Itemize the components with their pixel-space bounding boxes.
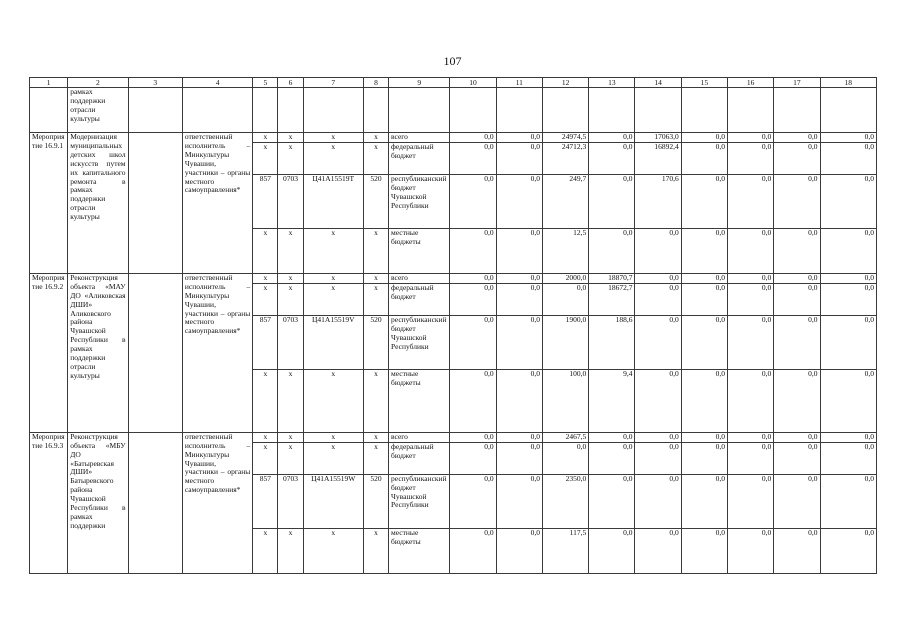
table-cell: [450, 88, 496, 133]
empty-cell: [128, 273, 182, 432]
amount-cell: 0,0: [681, 133, 727, 143]
amount-cell: 0,0: [774, 369, 820, 432]
amount-cell: 0,0: [728, 315, 774, 369]
column-number-row: [30, 78, 877, 88]
amount-cell: 0,0: [635, 432, 681, 442]
section-code: x: [278, 228, 303, 273]
grbs-code: x: [253, 528, 278, 573]
amount-cell: 0,0: [681, 142, 727, 174]
amount-cell: 0,0: [450, 283, 496, 315]
funding-source: местные бюджеты: [389, 228, 450, 273]
amount-cell: 0,0: [450, 369, 496, 432]
amount-cell: 0,0: [728, 228, 774, 273]
amount-cell: 0,0: [589, 442, 635, 474]
table-cell: [820, 88, 876, 133]
amount-cell: 0,0: [635, 273, 681, 283]
amount-cell: 0,0: [681, 228, 727, 273]
amount-cell: 0,0: [774, 133, 820, 143]
amount-cell: 0,0: [589, 142, 635, 174]
column-number: 14: [635, 78, 681, 88]
amount-cell: 24974,5: [542, 133, 588, 143]
amount-cell: 0,0: [774, 528, 820, 573]
amount-cell: 0,0: [589, 432, 635, 442]
grbs-code: x: [253, 432, 278, 442]
funding-source: республиканский бюджет Чувашской Республики: [389, 474, 450, 528]
table-cell: [589, 88, 635, 133]
grbs-code: x: [253, 283, 278, 315]
amount-cell: 0,0: [681, 369, 727, 432]
amount-cell: 0,0: [681, 273, 727, 283]
amount-cell: 0,0: [496, 174, 542, 228]
amount-cell: 0,0: [589, 174, 635, 228]
amount-cell: 0,0: [681, 283, 727, 315]
responsible-executor: ответственный исполнитель – Минкультуры Чувашии, участники – органы местного самоуправления*: [182, 273, 252, 432]
amount-cell: 1900,0: [542, 315, 588, 369]
table-row: [30, 432, 877, 442]
grbs-code: 857: [253, 474, 278, 528]
amount-cell: 0,0: [728, 273, 774, 283]
column-number: 7: [303, 78, 363, 88]
funding-source: местные бюджеты: [389, 369, 450, 432]
grbs-code: 857: [253, 174, 278, 228]
funding-source: всего: [389, 432, 450, 442]
amount-cell: 9,4: [589, 369, 635, 432]
amount-cell: 0,0: [450, 273, 496, 283]
section-code: x: [278, 369, 303, 432]
target-item-code: x: [303, 273, 363, 283]
section-code: x: [278, 442, 303, 474]
expense-type-code: x: [363, 432, 388, 442]
funding-source: республиканский бюджет Чувашской Республики: [389, 315, 450, 369]
table-cell: [253, 88, 278, 133]
target-item-code: Ц41А15519W: [303, 474, 363, 528]
section-code: 0703: [278, 474, 303, 528]
funding-source: федеральный бюджет: [389, 142, 450, 174]
column-number: 4: [182, 78, 252, 88]
amount-cell: 0,0: [681, 528, 727, 573]
expense-type-code: 520: [363, 174, 388, 228]
amount-cell: 0,0: [635, 528, 681, 573]
amount-cell: 0,0: [728, 142, 774, 174]
amount-cell: 0,0: [774, 315, 820, 369]
table-cell: [774, 88, 820, 133]
table-cell: [278, 88, 303, 133]
section-code: 0703: [278, 315, 303, 369]
amount-cell: 0,0: [820, 315, 876, 369]
amount-cell: 0,0: [820, 528, 876, 573]
amount-cell: 0,0: [728, 442, 774, 474]
responsible-executor: ответственный исполнитель – Минкультуры Чувашии, участники – органы местного самоуправления*: [182, 133, 252, 274]
amount-cell: 0,0: [450, 474, 496, 528]
amount-cell: 0,0: [820, 174, 876, 228]
activity-name: Реконструкция объекта «МБУ ДО «Батыревская ДШИ» Батыревского района Чувашской Республики в рамках поддержки: [68, 432, 128, 573]
amount-cell: 0,0: [496, 142, 542, 174]
column-number: 5: [253, 78, 278, 88]
amount-cell: 0,0: [774, 283, 820, 315]
grbs-code: x: [253, 133, 278, 143]
amount-cell: 0,0: [774, 474, 820, 528]
amount-cell: 0,0: [450, 442, 496, 474]
grbs-code: x: [253, 228, 278, 273]
amount-cell: 2000,0: [542, 273, 588, 283]
table-cell: [128, 88, 182, 133]
amount-cell: 0,0: [774, 432, 820, 442]
table-cell: [635, 88, 681, 133]
amount-cell: 0,0: [681, 442, 727, 474]
amount-cell: 18870,7: [589, 273, 635, 283]
table-cell: [303, 88, 363, 133]
amount-cell: 0,0: [728, 283, 774, 315]
section-code: x: [278, 528, 303, 573]
target-item-code: x: [303, 142, 363, 174]
target-item-code: x: [303, 283, 363, 315]
amount-cell: 0,0: [496, 369, 542, 432]
target-item-code: x: [303, 442, 363, 474]
amount-cell: 0,0: [496, 315, 542, 369]
amount-cell: 0,0: [820, 369, 876, 432]
target-item-code: x: [303, 369, 363, 432]
amount-cell: 0,0: [542, 283, 588, 315]
target-item-code: Ц41А15519V: [303, 315, 363, 369]
expense-type-code: x: [363, 273, 388, 283]
expense-type-code: x: [363, 442, 388, 474]
section-code: x: [278, 142, 303, 174]
expense-type-code: x: [363, 283, 388, 315]
amount-cell: 0,0: [496, 442, 542, 474]
amount-cell: 24712,3: [542, 142, 588, 174]
amount-cell: 0,0: [589, 228, 635, 273]
amount-cell: 0,0: [496, 133, 542, 143]
responsible-executor: ответственный исполнитель – Минкультуры Чувашии, участники – органы местного самоуправления*: [182, 432, 252, 573]
amount-cell: 0,0: [820, 142, 876, 174]
grbs-code: x: [253, 273, 278, 283]
amount-cell: 0,0: [820, 432, 876, 442]
amount-cell: 0,0: [681, 174, 727, 228]
amount-cell: 0,0: [820, 133, 876, 143]
column-number: 15: [681, 78, 727, 88]
amount-cell: 0,0: [774, 174, 820, 228]
amount-cell: 0,0: [820, 283, 876, 315]
table-cell: [363, 88, 388, 133]
target-item-code: x: [303, 228, 363, 273]
expense-type-code: x: [363, 228, 388, 273]
section-code: x: [278, 273, 303, 283]
amount-cell: 0,0: [496, 228, 542, 273]
column-number: 11: [496, 78, 542, 88]
amount-cell: 0,0: [450, 528, 496, 573]
target-item-code: x: [303, 528, 363, 573]
amount-cell: 0,0: [589, 528, 635, 573]
amount-cell: 0,0: [728, 474, 774, 528]
expense-type-code: x: [363, 133, 388, 143]
amount-cell: 117,5: [542, 528, 588, 573]
funding-source: местные бюджеты: [389, 528, 450, 573]
amount-cell: 0,0: [496, 273, 542, 283]
amount-cell: 0,0: [635, 369, 681, 432]
empty-cell: [128, 133, 182, 274]
amount-cell: 0,0: [774, 273, 820, 283]
funding-source: всего: [389, 133, 450, 143]
column-number: 12: [542, 78, 588, 88]
table-cell: [182, 88, 252, 133]
column-number: 10: [450, 78, 496, 88]
column-number: 18: [820, 78, 876, 88]
column-number: 16: [728, 78, 774, 88]
amount-cell: 12,5: [542, 228, 588, 273]
amount-cell: 0,0: [635, 315, 681, 369]
activity-label: Мероприятие 16.9.3: [30, 432, 68, 573]
amount-cell: 0,0: [635, 474, 681, 528]
amount-cell: 0,0: [589, 133, 635, 143]
column-number: 2: [68, 78, 128, 88]
amount-cell: 0,0: [728, 432, 774, 442]
section-code: x: [278, 432, 303, 442]
amount-cell: 0,0: [450, 133, 496, 143]
amount-cell: 100,0: [542, 369, 588, 432]
amount-cell: 170,6: [635, 174, 681, 228]
table-row: [30, 273, 877, 283]
amount-cell: 0,0: [681, 432, 727, 442]
amount-cell: 0,0: [728, 174, 774, 228]
column-number: 6: [278, 78, 303, 88]
amount-cell: 0,0: [774, 142, 820, 174]
expense-type-code: 520: [363, 315, 388, 369]
funding-source: всего: [389, 273, 450, 283]
table-cell: рамках поддержки отрасли культуры: [68, 88, 128, 133]
carry-over-row: [30, 88, 877, 133]
amount-cell: 249,7: [542, 174, 588, 228]
table-row: [30, 133, 877, 143]
amount-cell: 0,0: [496, 528, 542, 573]
amount-cell: 0,0: [450, 432, 496, 442]
column-number: 17: [774, 78, 820, 88]
target-item-code: x: [303, 133, 363, 143]
expense-type-code: 520: [363, 474, 388, 528]
amount-cell: 0,0: [589, 474, 635, 528]
amount-cell: 0,0: [681, 474, 727, 528]
amount-cell: 0,0: [820, 474, 876, 528]
grbs-code: x: [253, 142, 278, 174]
column-number: 1: [30, 78, 68, 88]
funding-source: федеральный бюджет: [389, 283, 450, 315]
section-code: x: [278, 133, 303, 143]
amount-cell: 0,0: [635, 283, 681, 315]
amount-cell: 0,0: [496, 432, 542, 442]
budget-table: [29, 77, 877, 574]
expense-type-code: x: [363, 528, 388, 573]
amount-cell: 17063,0: [635, 133, 681, 143]
amount-cell: 0,0: [496, 283, 542, 315]
funding-source: республиканский бюджет Чувашской Республики: [389, 174, 450, 228]
amount-cell: 188,6: [589, 315, 635, 369]
table-cell: [728, 88, 774, 133]
amount-cell: 0,0: [774, 442, 820, 474]
section-code: x: [278, 283, 303, 315]
column-number: 8: [363, 78, 388, 88]
table-cell: [30, 88, 68, 133]
amount-cell: 2350,0: [542, 474, 588, 528]
amount-cell: 0,0: [450, 142, 496, 174]
expense-type-code: x: [363, 369, 388, 432]
amount-cell: 0,0: [681, 315, 727, 369]
amount-cell: 0,0: [820, 228, 876, 273]
grbs-code: 857: [253, 315, 278, 369]
amount-cell: 0,0: [450, 228, 496, 273]
target-item-code: x: [303, 432, 363, 442]
amount-cell: 16892,4: [635, 142, 681, 174]
column-number: 3: [128, 78, 182, 88]
amount-cell: 0,0: [774, 228, 820, 273]
amount-cell: 0,0: [728, 369, 774, 432]
amount-cell: 0,0: [496, 474, 542, 528]
amount-cell: 0,0: [635, 228, 681, 273]
amount-cell: 0,0: [728, 133, 774, 143]
table-cell: [496, 88, 542, 133]
table-cell: [681, 88, 727, 133]
expense-type-code: x: [363, 142, 388, 174]
table-cell: [542, 88, 588, 133]
section-code: 0703: [278, 174, 303, 228]
activity-label: Мероприятие 16.9.1: [30, 133, 68, 274]
empty-cell: [128, 432, 182, 573]
amount-cell: 0,0: [820, 442, 876, 474]
activity-name: Реконструкция объекта «МАУ ДО «Аликовская ДШИ» Аликовского района Чувашской Республики в рамках поддержки отрасли культуры: [68, 273, 128, 432]
target-item-code: Ц41А15519Т: [303, 174, 363, 228]
amount-cell: 0,0: [635, 442, 681, 474]
funding-source: федеральный бюджет: [389, 442, 450, 474]
amount-cell: 2467,5: [542, 432, 588, 442]
column-number: 13: [589, 78, 635, 88]
column-number: 9: [389, 78, 450, 88]
amount-cell: 0,0: [450, 174, 496, 228]
page-number: 107: [443, 54, 462, 68]
amount-cell: 0,0: [450, 315, 496, 369]
activity-label: Мероприятие 16.9.2: [30, 273, 68, 432]
amount-cell: 0,0: [820, 273, 876, 283]
amount-cell: 0,0: [542, 442, 588, 474]
grbs-code: x: [253, 442, 278, 474]
table-cell: [389, 88, 450, 133]
grbs-code: x: [253, 369, 278, 432]
activity-name: Модернизация муниципальных детских школ искусств путем их капитального ремонта в рамках поддержки отрасли культуры: [68, 133, 128, 274]
amount-cell: 0,0: [728, 528, 774, 573]
amount-cell: 18672,7: [589, 283, 635, 315]
